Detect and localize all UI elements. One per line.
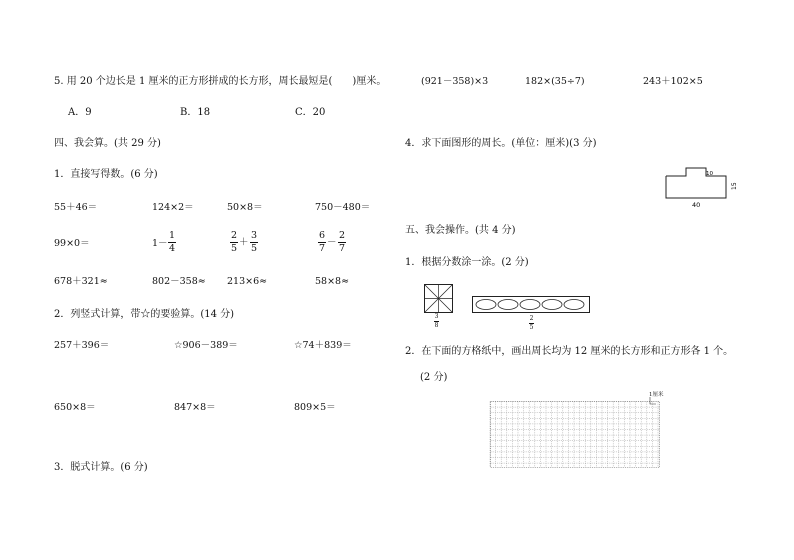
figure-label-bottom: 40 (692, 201, 701, 209)
expression-item: 182×(35÷7) (525, 76, 585, 87)
fraction: 1 4 (168, 230, 176, 254)
estimate-item: 802－358≈ (152, 276, 206, 287)
minus-sign: － (327, 237, 337, 248)
estimate-item: 213×6≈ (227, 276, 268, 287)
section-4-title: 四、我会算。(共 29 分) (54, 138, 161, 149)
fraction: 2 5 (230, 230, 238, 254)
part-5-1-title: 1．根据分数涂一涂。(2 分) (405, 257, 529, 268)
vertical-calc-item: ☆74＋839＝ (294, 340, 352, 351)
question-4-text: 4．求下面图形的周长。(单位：厘米)(3 分) (405, 138, 597, 149)
estimate-item: 678＋321≈ (54, 276, 108, 287)
calc-item: 750－480＝ (315, 202, 371, 213)
fraction: 2 7 (338, 230, 346, 254)
calc-item: 124×2＝ (152, 202, 194, 213)
section-5-title: 五、我会操作。(共 4 分) (405, 225, 516, 236)
fraction-ovals-figure (472, 296, 592, 314)
calc-item: 55＋46＝ (54, 202, 98, 213)
vertical-calc-item: 650×8＝ (54, 402, 96, 413)
part-5-2-score: (2 分) (420, 372, 448, 383)
expression-item: (921－358)×3 (421, 76, 489, 87)
perimeter-figure (660, 162, 740, 212)
question-5-text: 5. 用 20 个边长是 1 厘米的正方形拼成的长方形，周长最短是( )厘米。 (54, 76, 387, 87)
option-a: A．9 (68, 107, 92, 118)
calc-item: 50×8＝ (227, 202, 263, 213)
calc-fraction-lead: 1－ (152, 238, 168, 249)
fraction-square-figure (424, 284, 454, 314)
estimate-item: 58×8≈ (315, 276, 350, 287)
fraction-label-3-8: 3 8 (434, 313, 439, 329)
option-c: C．20 (295, 107, 326, 118)
vertical-calc-item: ☆906－389＝ (174, 340, 238, 351)
part-3-title: 3．脱式计算。(6 分) (54, 462, 148, 473)
vertical-calc-item: 257＋396＝ (54, 340, 110, 351)
grid-paper[interactable] (490, 401, 665, 471)
calc-item: 99×0＝ (54, 238, 90, 249)
plus-sign: ＋ (239, 237, 249, 248)
part-2-title: 2．列竖式计算，带☆的要验算。(14 分) (54, 309, 235, 320)
vertical-calc-item: 809×5＝ (294, 402, 336, 413)
figure-label-top: 10 (706, 171, 713, 177)
fraction-label-2-5: 2 5 (529, 315, 534, 331)
figure-label-right: 15 (731, 182, 738, 190)
part-1-title: 1．直接写得数。(6 分) (54, 169, 158, 180)
fraction: 3 5 (250, 230, 258, 254)
vertical-calc-item: 847×8＝ (174, 402, 216, 413)
option-b: B．18 (180, 107, 211, 118)
fraction: 6 7 (318, 230, 326, 254)
part-5-2-text: 2．在下面的方格纸中，画出周长均为 12 厘米的长方形和正方形各 1 个。 (405, 346, 734, 357)
expression-item: 243＋102×5 (643, 76, 703, 87)
unit-label: 1厘米 (649, 392, 664, 398)
